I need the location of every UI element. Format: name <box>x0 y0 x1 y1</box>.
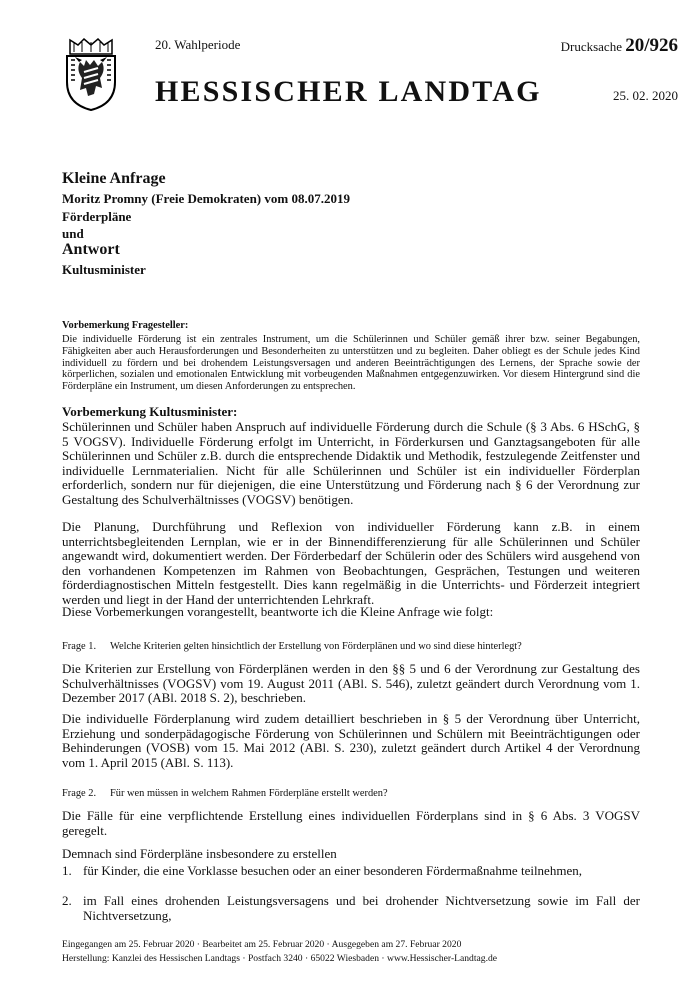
footer-dates: Eingegangen am 25. Februar 2020 · Bearbeitet am 25. Februar 2020 · Ausgegeben am 27. Februar 2020 <box>62 939 462 950</box>
preliminary-remark-questioner-heading: Vorbemerkung Fragesteller: <box>62 320 189 331</box>
answer-1-p2: Die individuelle Förderplanung wird zudem detailliert beschrieben in § 5 der Verordnung über Unterricht, Erziehung und sonderpädagogische Förderung von Schülerinnen und Schülern mit Beeinträchtigungen oder Behinderungen (VOSB) vom 15. Mai 2012 (ABl. S. 230), zuletzt geändert durch Artikel 4 der Verordnung vom 1. April 2015 (ABl. S. 113). <box>62 711 640 770</box>
list-item-number: 2. <box>62 893 72 908</box>
footer-publisher: Herstellung: Kanzlei des Hessischen Landtags · Postfach 3240 · 65022 Wiesbaden · www.Hessischer-Landtag.de <box>62 953 498 964</box>
ministry: Kultusminister <box>62 262 146 277</box>
question-2-text: Für wen müssen in welchem Rahmen Förderpläne erstellt werden? <box>110 788 388 799</box>
author-line: Moritz Promny (Freie Demokraten) vom 08.07.2019 <box>62 191 350 206</box>
question-2 <box>62 788 652 800</box>
preliminary-remark-minister-p3: Diese Vorbemerkungen vorangestellt, beantworte ich die Kleine Anfrage wie folgt: <box>62 604 494 619</box>
and-word: und <box>62 226 84 241</box>
list-item-number: 1. <box>62 863 72 878</box>
preliminary-remark-minister-p2: Die Planung, Durchführung und Reflexion von individueller Förderung kann z.B. in einem unterrichtsbegleitenden Lernplan, wie er in der Binnendifferenzierung für alle Schülerinnen und Schüler angewandt wird, dokumentiert werden. Der Förderbedarf der Schülerin oder des Schülers wird ausgehend von den vorhandenen Kompetenzen im Rahmen von Beobachtungen, Gesprächen, Testungen und weiteren förderdiagnostischen Mitteln festgestellt. Dies kann regelmäßig in die Unterrichts- und Förderzeit integriert werden und liegt in der Hand der unterrichtenden Lehrkraft. <box>62 519 640 607</box>
answer-1-p1: Die Kriterien zur Erstellung von Förderplänen werden in den §§ 5 und 6 der Verordnung zur Gestaltung des Schulverhältnisses (VOGSV) vom 19. August 2011 (ABl. S. 546), zuletzt geändert durch Verordnung vom 1. Dezember 2017 (ABl. 2018 S. 2), beschrieben. <box>62 661 640 706</box>
answer-2-p1: Die Fälle für eine verpflichtende Erstellung eines individuellen Förderplans sind in § 6 Abs. 3 VOGSV geregelt. <box>62 808 640 838</box>
list-item <box>62 864 640 879</box>
question-2-label: Frage 2. <box>62 788 97 799</box>
hessen-coat-of-arms-icon <box>62 38 120 112</box>
preliminary-remark-questioner-text: Die individuelle Förderung ist ein zentrales Instrument, um die Schülerinnen und Schüler gemäß ihrer bzw. seiner Begabungen, Fähigkeiten aber auch Herausforderungen und Besonderheiten zu unterstützen und zu begleiten. Daher obliegt es der Schule jedes Kind individuell zu fördern und bei drohendem Leistungsversagen und anderen Beeinträchtigungen des Lernens, der Sprache sowie der körperlichen, sozialen und emotionalen Entwicklung mit vorbeugenden Maßnahmen entgegenzuwirken. Vor diesem Hintergrund sind die Förderpläne ein Instrument, um diesen Anforderungen zu entsprechen. <box>62 334 640 393</box>
answer-heading: Antwort <box>62 241 120 258</box>
list-item-text: für Kinder, die eine Vorklasse besuchen oder an einer besonderen Fördermaßnahme teilnehmen, <box>83 863 582 878</box>
answer-2-p2: Demnach sind Förderpläne insbesondere zu erstellen <box>62 846 337 861</box>
drucksache-number: 20/926 <box>625 35 678 56</box>
question-1 <box>62 641 652 653</box>
question-1-label: Frage 1. <box>62 641 97 652</box>
subject: Förderpläne <box>62 209 132 224</box>
preliminary-remark-minister-heading: Vorbemerkung Kultusminister: <box>62 404 238 419</box>
document-type: Kleine Anfrage <box>62 170 166 187</box>
parliament-title: HESSISCHER LANDTAG <box>155 75 542 108</box>
wahlperiode: 20. Wahlperiode <box>155 37 241 52</box>
list-item-text: im Fall eines drohenden Leistungsversagens und bei drohender Nichtversetzung sowie im Fall der Nichtversetzung, <box>83 893 640 923</box>
drucksache <box>561 35 678 57</box>
drucksache-label: Drucksache <box>560 39 622 54</box>
preliminary-remark-minister-p1: Schülerinnen und Schüler haben Anspruch auf individuelle Förderung durch die Schule (§ 3 Abs. 6 HSchG, § 5 VOGSV). Individuelle Förderung erfolgt im Unterricht, in Förderkursen und Ganztagsangeboten für alle Schülerinnen und Schüler z.B. durch die entsprechende Didaktik und Methodik, festzulegende Zeitfenster und individuelle Lernmaterialien. Nicht für alle Schülerinnen und Schüler ist ein individueller Förderplan erforderlich, sondern nur für diejenigen, die eine Unterstützung und Förderung nach § 6 der Verordnung zur Gestaltung des Schulverhältnisses (VOGSV) benötigen. <box>62 419 640 507</box>
question-1-text: Welche Kriterien gelten hinsichtlich der Erstellung von Förderplänen und wo sind diese hinterlegt? <box>110 641 522 652</box>
document-date: 25. 02. 2020 <box>613 88 678 103</box>
list-item <box>62 894 640 923</box>
